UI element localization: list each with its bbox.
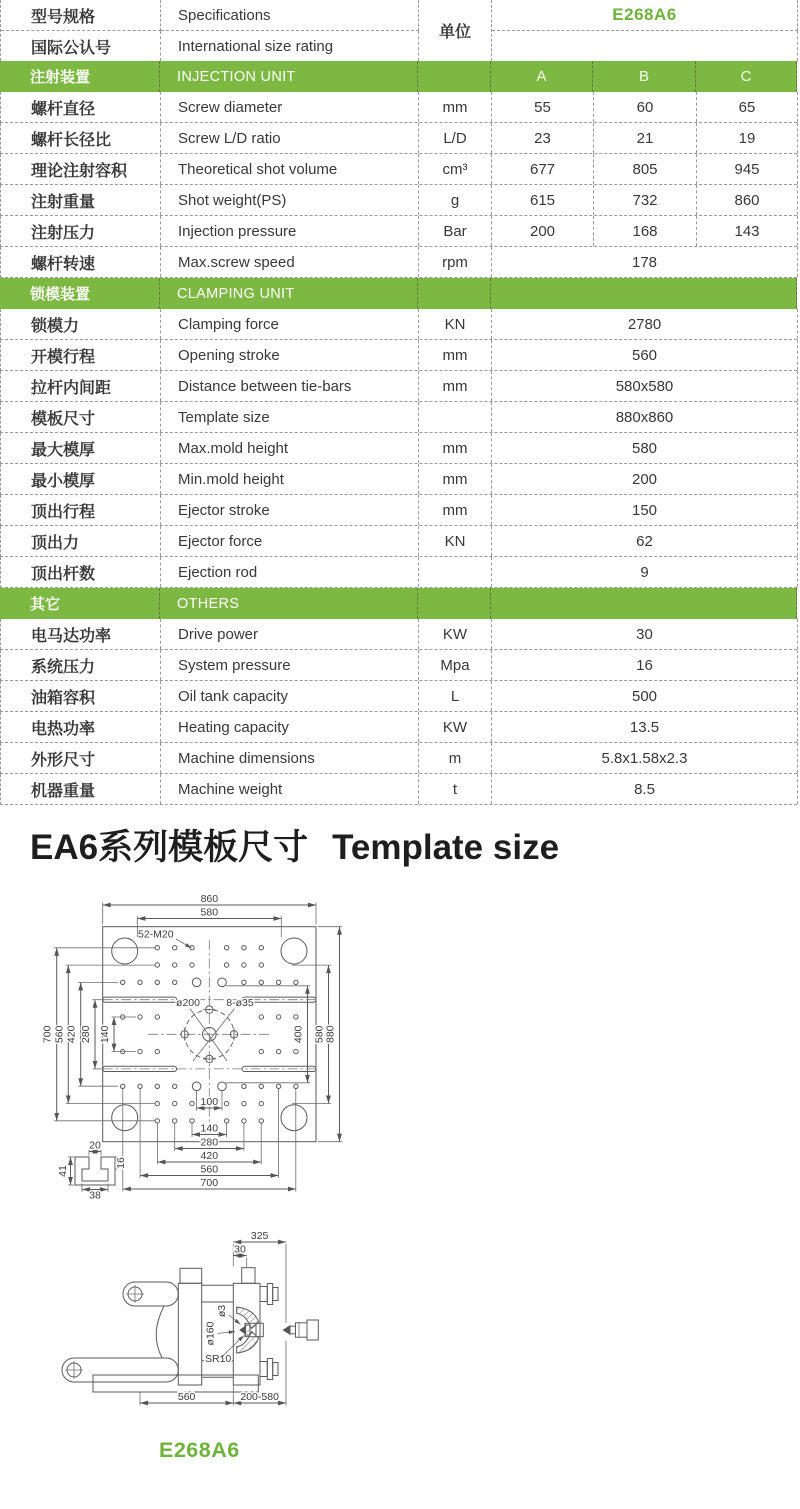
row-label-en: Theoretical shot volume: [161, 154, 419, 184]
row-label-en: Machine dimensions: [161, 743, 419, 773]
m20-hole: [190, 1119, 194, 1123]
row-label-en: Ejector stroke: [161, 495, 419, 525]
row-value: 23: [492, 123, 594, 153]
row-value: 55: [492, 92, 594, 122]
row-label-en: Drive power: [161, 619, 419, 649]
row-unit: [419, 402, 492, 432]
row-label-zh: 注射重量: [1, 185, 161, 215]
section-label-zh: 注射装置: [0, 61, 160, 92]
row-value: 62: [492, 526, 798, 556]
dim-label: 200-580: [240, 1390, 279, 1403]
row-label-zh: 注射压力: [1, 216, 161, 246]
m20-hole: [173, 980, 177, 984]
section-label-zh: 其它: [0, 588, 160, 619]
m20-hole: [276, 1049, 280, 1053]
row-unit: KW: [419, 619, 492, 649]
spec-row: [0, 185, 797, 216]
row-value: 2780: [492, 309, 798, 339]
section-title-en: Template size: [332, 828, 560, 867]
header-row1-en: Specifications: [161, 0, 419, 31]
thread-spec-label: 52-M20: [138, 928, 174, 941]
m20-hole: [294, 980, 298, 984]
dim-label: 880: [324, 1025, 337, 1043]
row-unit: L: [419, 681, 492, 711]
dim-label: 16: [115, 1157, 127, 1169]
header-model-empty-cell: [492, 31, 798, 61]
dim-label: 400: [292, 1025, 305, 1044]
row-value: 580: [492, 433, 798, 463]
spec-row: [0, 340, 797, 371]
section-header-band: [0, 278, 797, 309]
row-label-zh: 电马达功率: [1, 619, 161, 649]
m20-hole: [121, 980, 125, 984]
spec-row: [0, 309, 797, 340]
row-label-en: Injection pressure: [161, 216, 419, 246]
row-label-zh: 螺杆长径比: [1, 123, 161, 153]
sprue-tip: [240, 1327, 245, 1334]
m20-hole: [276, 1084, 280, 1088]
template-front-view-drawing: [30, 880, 450, 1220]
spec-row: [0, 495, 797, 526]
spec-row: [0, 216, 797, 247]
m20-hole: [276, 980, 280, 984]
m20-hole: [138, 1015, 142, 1019]
section-header-band: [0, 588, 797, 619]
spec-row: [0, 650, 797, 681]
row-value: 16: [492, 650, 798, 680]
row-value: 200: [492, 464, 798, 494]
d35-hole: [192, 978, 201, 987]
row-unit: Bar: [419, 216, 492, 246]
dim-label: 140: [99, 1025, 111, 1044]
m20-hole: [224, 963, 228, 967]
m20-hole: [259, 1101, 263, 1105]
row-label-zh: 系统压力: [1, 650, 161, 680]
header-model-code: E268A6: [492, 0, 798, 31]
row-label-en: Shot weight(PS): [161, 185, 419, 215]
row-value: 677: [492, 154, 594, 184]
section-band-unit-cell: [418, 278, 491, 309]
spec-row: [0, 154, 797, 185]
hole-count-label: 8-ø35: [226, 997, 254, 1009]
row-label-en: Machine weight: [161, 774, 419, 804]
m20-hole: [242, 946, 246, 950]
spec-row: [0, 557, 797, 588]
row-label-en: Screw L/D ratio: [161, 123, 419, 153]
spec-row: [0, 433, 797, 464]
spec-row: [0, 92, 797, 123]
nozzle-body: [290, 1326, 296, 1334]
d35-hole: [218, 1082, 227, 1091]
row-value: 168: [594, 216, 697, 246]
clamping-side-view-drawing: [60, 1229, 400, 1432]
row-label-zh: 螺杆转速: [1, 247, 161, 277]
column-header-c: C: [696, 61, 797, 92]
row-value: 13.5: [492, 712, 798, 742]
section-band-unit-cell: [418, 588, 491, 619]
row-unit: cm³: [419, 154, 492, 184]
m20-hole: [294, 1084, 298, 1088]
m20-hole: [259, 980, 263, 984]
spec-row: [0, 712, 797, 743]
tie-bar-hole: [112, 938, 138, 964]
row-value: 21: [594, 123, 697, 153]
row-label-zh: 开模行程: [1, 340, 161, 370]
dim-label: 325: [250, 1229, 269, 1242]
row-unit: t: [419, 774, 492, 804]
m20-hole: [121, 1084, 125, 1088]
m20-hole: [173, 1119, 177, 1123]
m20-hole: [190, 1101, 194, 1105]
row-value: 860: [697, 185, 798, 215]
m20-hole: [173, 1101, 177, 1105]
row-label-zh: 机器重量: [1, 774, 161, 804]
m20-hole: [242, 963, 246, 967]
tie-bar-hole: [281, 1105, 307, 1131]
row-unit: mm: [419, 464, 492, 494]
m20-hole: [259, 1049, 263, 1053]
m20-hole: [294, 1049, 298, 1053]
column-header-a: A: [491, 61, 593, 92]
row-label-en: Screw diameter: [161, 92, 419, 122]
m20-hole: [242, 1084, 246, 1088]
circle-diameter-label: ø200: [176, 997, 200, 1009]
row-value: 580x580: [492, 371, 798, 401]
tie-bar-flange: [267, 1284, 272, 1305]
m20-hole: [173, 1084, 177, 1088]
row-label-zh: 顶出力: [1, 526, 161, 556]
section-band-unit-cell: [418, 61, 491, 92]
dim-label: 860: [200, 892, 219, 905]
dimension-lines: [42, 893, 342, 1202]
row-value: 60: [594, 92, 697, 122]
section-label-en: CLAMPING UNIT: [160, 278, 418, 309]
spec-row: [0, 743, 797, 774]
row-value: 615: [492, 185, 594, 215]
row-value: 9: [492, 557, 798, 587]
row-unit: [419, 557, 492, 587]
row-label-en: Max.mold height: [161, 433, 419, 463]
row-value: 150: [492, 495, 798, 525]
m20-hole: [155, 1015, 159, 1019]
machine-outline: [62, 1268, 318, 1392]
dim-label: 280: [200, 1136, 219, 1149]
dim-label: 560: [53, 1025, 66, 1044]
tie-bar-flange: [267, 1359, 272, 1380]
m20-hole: [259, 1119, 263, 1123]
m20-hole: [294, 1015, 298, 1019]
row-label-zh: 油箱容积: [1, 681, 161, 711]
m20-hole: [155, 1119, 159, 1123]
dim-label: 140: [200, 1122, 219, 1135]
row-label-en: Template size: [161, 402, 419, 432]
row-label-en: Ejection rod: [161, 557, 419, 587]
dim-label: 580: [313, 1025, 326, 1044]
section-title-zh: EA6系列模板尺寸: [30, 828, 309, 867]
spec-row: [0, 402, 797, 433]
spec-row: [0, 526, 797, 557]
spec-row: [0, 681, 797, 712]
row-label-zh: 电热功率: [1, 712, 161, 742]
row-label-zh: 外形尺寸: [1, 743, 161, 773]
row-unit: mm: [419, 371, 492, 401]
dim-label: 560: [200, 1163, 219, 1176]
row-value: 8.5: [492, 774, 798, 804]
frame-curve: [156, 1306, 164, 1358]
m20-hole: [276, 1015, 280, 1019]
drawing-caption: E268A6: [159, 1438, 240, 1462]
m20-hole: [242, 1101, 246, 1105]
row-label-zh: 最大模厚: [1, 433, 161, 463]
row-value: 143: [697, 216, 798, 246]
row-label-zh: 拉杆内间距: [1, 371, 161, 401]
nozzle-tip: [283, 1326, 290, 1334]
moving-platen: [178, 1283, 201, 1385]
m20-hole: [155, 963, 159, 967]
m20-hole: [173, 946, 177, 950]
dim-label: 420: [65, 1025, 78, 1044]
dim-label: 560: [177, 1390, 196, 1403]
row-label-en: System pressure: [161, 650, 419, 680]
spherical-radius-label: SR10: [205, 1353, 232, 1365]
header-row2-en: International size rating: [161, 31, 419, 61]
row-value: 500: [492, 681, 798, 711]
d35-hole: [218, 978, 227, 987]
locating-ring-diameter-label: ø160: [204, 1321, 217, 1346]
t-slot-section-detail: [75, 1157, 115, 1185]
dimension-lines: [140, 1230, 286, 1406]
row-unit: KW: [419, 712, 492, 742]
row-unit: rpm: [419, 247, 492, 277]
row-unit: mm: [419, 340, 492, 370]
row-value: 732: [594, 185, 697, 215]
m20-hole: [138, 980, 142, 984]
section-title: [30, 820, 559, 870]
spec-row: [0, 371, 797, 402]
row-value: 30: [492, 619, 798, 649]
m20-hole: [155, 946, 159, 950]
row-unit: g: [419, 185, 492, 215]
row-value: 65: [697, 92, 798, 122]
m20-hole: [138, 1049, 142, 1053]
row-label-en: Oil tank capacity: [161, 681, 419, 711]
dim-label: 41: [57, 1165, 69, 1177]
row-value: 5.8x1.58x2.3: [492, 743, 798, 773]
row-label-zh: 顶出杆数: [1, 557, 161, 587]
row-label-zh: 顶出行程: [1, 495, 161, 525]
m20-hole: [138, 1084, 142, 1088]
row-unit: KN: [419, 309, 492, 339]
m20-hole: [190, 963, 194, 967]
row-label-en: Opening stroke: [161, 340, 419, 370]
section-label-zh: 锁模装置: [0, 278, 160, 309]
dim-label: 280: [80, 1025, 92, 1044]
spec-row: [0, 774, 797, 805]
header-unit-label: 单位: [419, 0, 492, 61]
m20-hole: [155, 1049, 159, 1053]
row-unit: Mpa: [419, 650, 492, 680]
spec-row: [0, 619, 797, 650]
section-band-spacer: [491, 588, 797, 619]
spec-row: [0, 123, 797, 154]
row-label-en: Clamping force: [161, 309, 419, 339]
row-label-zh: 模板尺寸: [1, 402, 161, 432]
m20-hole: [224, 1119, 228, 1123]
dim-label: 20: [89, 1139, 101, 1152]
sprue-hole-label: ø3: [216, 1304, 228, 1318]
row-label-en: Heating capacity: [161, 712, 419, 742]
row-value: 945: [697, 154, 798, 184]
m20-hole: [173, 963, 177, 967]
header-row2-zh: 国际公认号: [1, 31, 161, 61]
row-unit: L/D: [419, 123, 492, 153]
row-label-en: Max.screw speed: [161, 247, 419, 277]
row-value: 560: [492, 340, 798, 370]
spec-row: [0, 464, 797, 495]
dim-label: 38: [89, 1189, 101, 1202]
dim-label: 100: [200, 1095, 219, 1108]
section-label-en: OTHERS: [160, 588, 418, 619]
row-value: 178: [492, 247, 798, 277]
dim-label: 700: [200, 1176, 219, 1189]
row-label-zh: 理论注射容积: [1, 154, 161, 184]
section-label-en: INJECTION UNIT: [160, 61, 418, 92]
m20-hole: [155, 980, 159, 984]
row-label-zh: 最小模厚: [1, 464, 161, 494]
m20-hole: [242, 1119, 246, 1123]
m20-hole: [259, 946, 263, 950]
row-label-en: Min.mold height: [161, 464, 419, 494]
header-row1-zh: 型号规格: [1, 0, 161, 31]
row-label-en: Distance between tie-bars: [161, 371, 419, 401]
section-band-spacer: [491, 278, 797, 309]
dim-label: 580: [200, 906, 219, 919]
m20-hole: [259, 1015, 263, 1019]
row-label-en: Ejector force: [161, 526, 419, 556]
dim-label: 420: [200, 1149, 219, 1162]
spec-table-body: [0, 61, 797, 805]
row-unit: mm: [419, 92, 492, 122]
dim-label: 700: [41, 1025, 54, 1044]
m20-hole: [259, 963, 263, 967]
m20-hole: [224, 946, 228, 950]
row-label-zh: 锁模力: [1, 309, 161, 339]
column-header-b: B: [593, 61, 696, 92]
row-unit: KN: [419, 526, 492, 556]
dim-label: 30: [234, 1243, 246, 1256]
m20-hole: [155, 1101, 159, 1105]
row-unit: mm: [419, 433, 492, 463]
row-unit: mm: [419, 495, 492, 525]
section-header-band: [0, 61, 797, 92]
spec-row: [0, 247, 797, 278]
m20-hole: [224, 1101, 228, 1105]
row-value: 200: [492, 216, 594, 246]
m20-hole: [259, 1084, 263, 1088]
row-value: 805: [594, 154, 697, 184]
row-value: 19: [697, 123, 798, 153]
row-unit: m: [419, 743, 492, 773]
tie-bar-hole: [281, 938, 307, 964]
row-value: 880x860: [492, 402, 798, 432]
tie-bar-hole: [112, 1105, 138, 1131]
spec-table-header: [0, 0, 797, 61]
row-label-zh: 螺杆直径: [1, 92, 161, 122]
m20-hole: [155, 1084, 159, 1088]
d35-hole: [192, 1082, 201, 1091]
m20-hole: [242, 980, 246, 984]
